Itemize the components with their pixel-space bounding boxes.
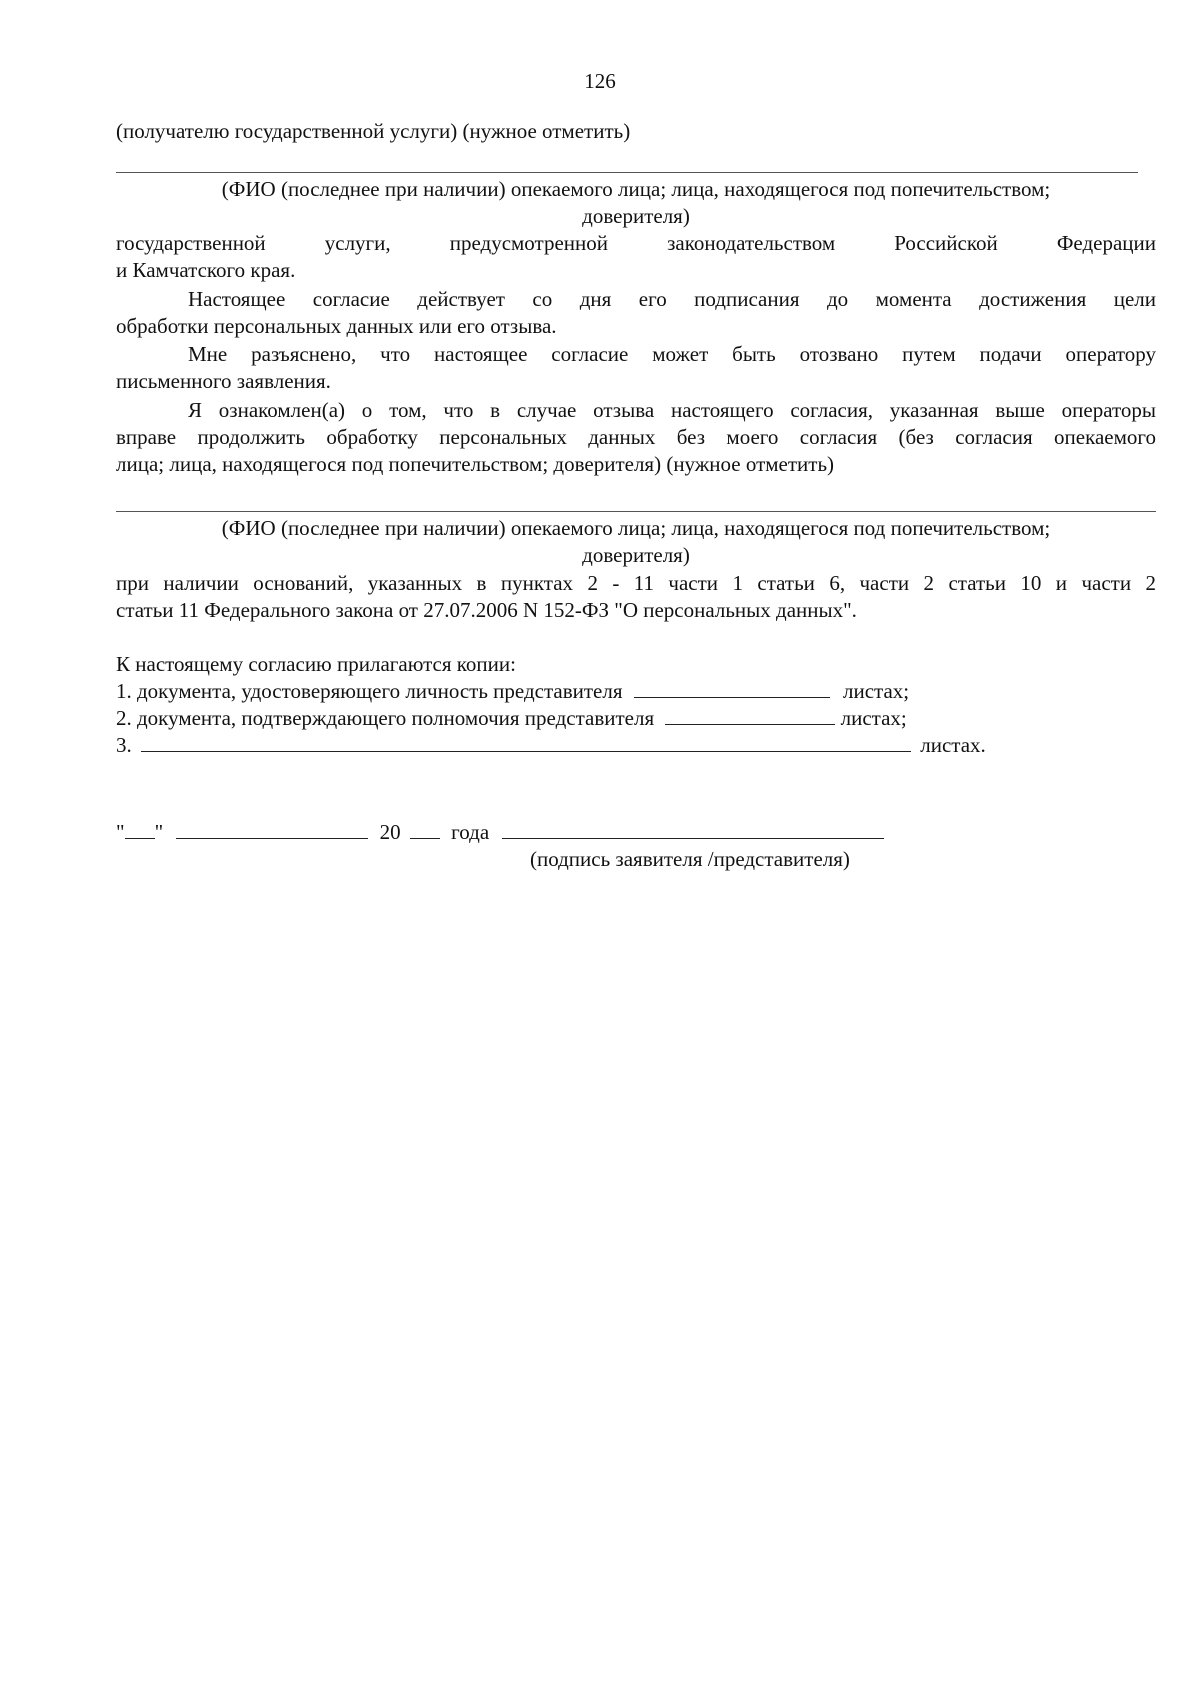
day-blank[interactable] <box>125 820 155 839</box>
attachment-item-3-suffix: листах. <box>920 733 986 757</box>
fio-caption-2-line2: доверителя) <box>582 543 690 567</box>
fio-caption-2 <box>116 515 1156 569</box>
year-blank[interactable] <box>410 820 440 839</box>
attachment-item-1 <box>116 678 909 705</box>
word: Российской <box>894 231 998 255</box>
fio-underline-2 <box>116 511 1156 512</box>
para-informed <box>116 397 1156 478</box>
fio-underline-1 <box>116 172 1138 173</box>
attachment-item-2-text: 2. документа, подтверждающего полномочия представителя <box>116 706 655 730</box>
para-revoke-line1: Мне разъяснено, что настоящее согласие может быть отозвано путем подачи оператору <box>188 342 1156 366</box>
para-validity-line2: обработки персональных данных или его отзыва. <box>116 314 557 338</box>
attachment-item-3-text: 3. <box>116 733 132 757</box>
para-service-line2: и Камчатского края. <box>116 258 296 282</box>
para-validity-line1: Настоящее согласие действует со дня его подписания до момента достижения цели <box>188 287 1156 311</box>
attachment-item-3 <box>116 732 986 759</box>
attachments-heading: К настоящему согласию прилагаются копии: <box>116 652 516 676</box>
para-informed-line1: Я ознакомлен(а) о том, что в случае отзыва настоящего согласия, указанная выше операторы <box>188 398 1156 422</box>
quote-close: " <box>154 820 164 844</box>
signature-caption: (подпись заявителя /представителя) <box>530 847 850 871</box>
attachment-item-1-text: 1. документа, удостоверяющего личность представителя <box>116 679 623 703</box>
fio-caption-1 <box>116 176 1156 230</box>
year-word: года <box>451 820 490 844</box>
attachment-item-2 <box>116 705 907 732</box>
attachment-item-3-blank[interactable] <box>141 733 911 752</box>
word: законодательством <box>667 231 836 255</box>
attachment-item-1-blank[interactable] <box>634 679 830 698</box>
para-grounds-line2: статьи 11 Федерального закона от 27.07.2006 N 152-ФЗ "О персональных данных". <box>116 598 857 622</box>
para-revoke-line2: письменного заявления. <box>116 369 331 393</box>
word: государственной <box>116 231 266 255</box>
quote-open: " <box>116 820 125 844</box>
para-validity <box>116 286 1156 340</box>
date-signature-line <box>116 819 884 846</box>
attachment-item-1-suffix: листах; <box>843 679 910 703</box>
para-informed-line2: вправе продолжить обработку персональных данных без моего согласия (без согласия опекаемого <box>116 425 1156 449</box>
para-grounds-line1: при наличии оснований, указанных в пунктах 2 - 11 части 1 статьи 6, части 2 статьи 10 и части 2 <box>116 571 1156 595</box>
para-service <box>116 230 1156 284</box>
fio-caption-1-line1: (ФИО (последнее при наличии) опекаемого лица; лица, находящегося под попечительством; <box>221 177 1051 201</box>
recipient-line: (получателю государственной услуги) (нужное отметить) <box>116 119 631 143</box>
para-service-line1 <box>116 230 1156 257</box>
word: предусмотренной <box>449 231 609 255</box>
month-blank[interactable] <box>176 820 368 839</box>
fio-caption-1-line2: доверителя) <box>582 204 690 228</box>
para-informed-line3: лица; лица, находящегося под попечительством; доверителя) (нужное отметить) <box>116 452 835 476</box>
word: услуги, <box>324 231 391 255</box>
signature-blank[interactable] <box>502 820 884 839</box>
attachment-item-2-suffix: листах; <box>840 706 907 730</box>
page-number-text: 126 <box>584 69 616 93</box>
year-prefix: 20 <box>379 820 401 844</box>
para-grounds <box>116 570 1156 624</box>
attachment-item-2-blank[interactable] <box>665 706 835 725</box>
para-revoke <box>116 341 1156 395</box>
word: Федерации <box>1056 231 1156 255</box>
page-number <box>0 68 1200 95</box>
fio-caption-2-line1: (ФИО (последнее при наличии) опекаемого лица; лица, находящегося под попечительством; <box>221 516 1051 540</box>
